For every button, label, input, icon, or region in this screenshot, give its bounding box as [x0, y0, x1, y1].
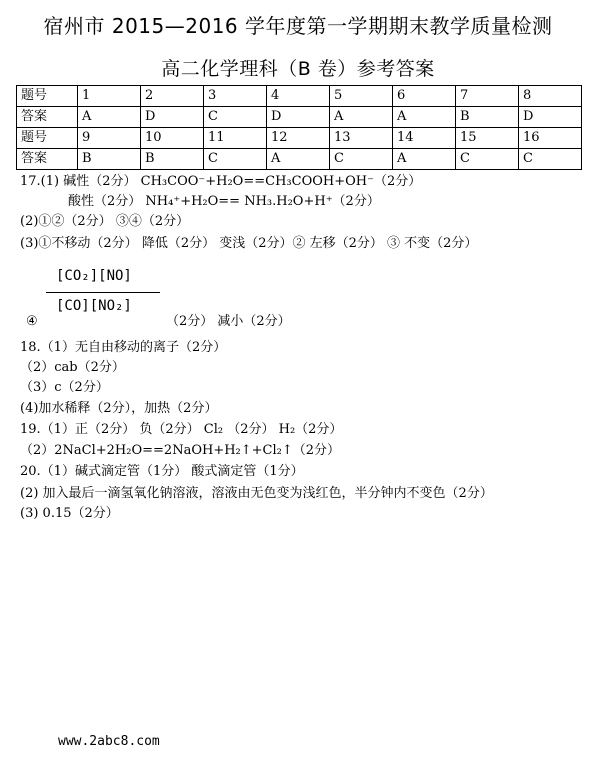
q20-part3: (3) 0.15（2分）: [20, 506, 119, 521]
table-cell: C: [204, 107, 267, 128]
table-cell: 4: [267, 86, 330, 107]
table-cell: 5: [330, 86, 393, 107]
document-title: 宿州市 2015—2016 学年度第一学期期末教学质量检测: [43, 14, 553, 38]
table-row: [17, 128, 582, 149]
table-cell: 7: [456, 86, 519, 107]
table-cell: 11: [204, 128, 267, 149]
q20-part1: 20.（1）碱式滴定管（1分） 酸式滴定管（1分）: [20, 464, 304, 479]
table-cell: 8: [519, 86, 582, 107]
table-cell: 2: [141, 86, 204, 107]
table-cell: B: [78, 149, 141, 170]
table-cell: A: [267, 149, 330, 170]
table-cell: 13: [330, 128, 393, 149]
q19-part1: 19.（1）正（2分） 负（2分） Cl₂ （2分） H₂（2分）: [20, 422, 343, 437]
fraction-denominator: [CO][NO₂]: [56, 298, 132, 314]
q17-part4-rest: （2分） 减小（2分）: [166, 314, 291, 329]
table-cell: C: [330, 149, 393, 170]
table-cell: B: [141, 149, 204, 170]
table-cell: 14: [393, 128, 456, 149]
table-cell: 16: [519, 128, 582, 149]
table-cell: A: [78, 107, 141, 128]
table-cell: D: [267, 107, 330, 128]
table-cell: B: [456, 107, 519, 128]
table-cell: C: [456, 149, 519, 170]
q19-part2: （2）2NaCl+2H₂O==2NaOH+H₂↑+Cl₂↑（2分）: [20, 443, 341, 458]
table-cell: D: [141, 107, 204, 128]
answer-table: [16, 85, 582, 170]
row-label: 题号: [17, 86, 78, 107]
table-cell: 12: [267, 128, 330, 149]
q18-part2: （2）cab（2分）: [20, 360, 125, 375]
table-cell: 1: [78, 86, 141, 107]
q20-part2: (2) 加入最后一滴氢氧化钠溶液，溶液由无色变为浅红色，半分钟内不变色（2分）: [20, 486, 493, 501]
table-row: [17, 86, 582, 107]
table-cell: D: [519, 107, 582, 128]
fraction-numerator: [CO₂][NO]: [56, 268, 132, 284]
q17-part2: (2)①②（2分） ③④（2分）: [20, 214, 190, 229]
q18-part4: (4)加水稀释（2分），加热（2分）: [20, 401, 218, 416]
document-subtitle: 高二化学理科（B 卷）参考答案: [161, 58, 435, 80]
q18-part3: （3）c（2分）: [20, 380, 109, 395]
table-cell: A: [330, 107, 393, 128]
website-watermark: www.2abc8.com: [58, 734, 160, 749]
row-label: 题号: [17, 128, 78, 149]
q17-part4-mark: ④: [26, 314, 38, 329]
table-cell: 10: [141, 128, 204, 149]
row-label: 答案: [17, 149, 78, 170]
q18-part1: 18.（1）无自由移动的离子（2分）: [20, 340, 227, 355]
table-cell: A: [393, 149, 456, 170]
q17-part1-line2: 酸性（2分） NH₄⁺+H₂O== NH₃.H₂O+H⁺（2分）: [68, 194, 380, 209]
table-cell: 3: [204, 86, 267, 107]
fraction-bar: [46, 292, 160, 293]
q17-part1-line1: 17.(1) 碱性（2分） CH₃COO⁻+H₂O==CH₃COOH+OH⁻（2分）: [20, 174, 422, 189]
table-cell: C: [204, 149, 267, 170]
row-label: 答案: [17, 107, 78, 128]
table-cell: 6: [393, 86, 456, 107]
table-cell: C: [519, 149, 582, 170]
table-cell: A: [393, 107, 456, 128]
table-cell: 15: [456, 128, 519, 149]
table-row: [17, 149, 582, 170]
q17-part3: (3)①不移动（2分） 降低（2分） 变浅（2分）② 左移（2分） ③ 不变（2分）: [20, 236, 478, 251]
table-cell: 9: [78, 128, 141, 149]
table-row: [17, 107, 582, 128]
